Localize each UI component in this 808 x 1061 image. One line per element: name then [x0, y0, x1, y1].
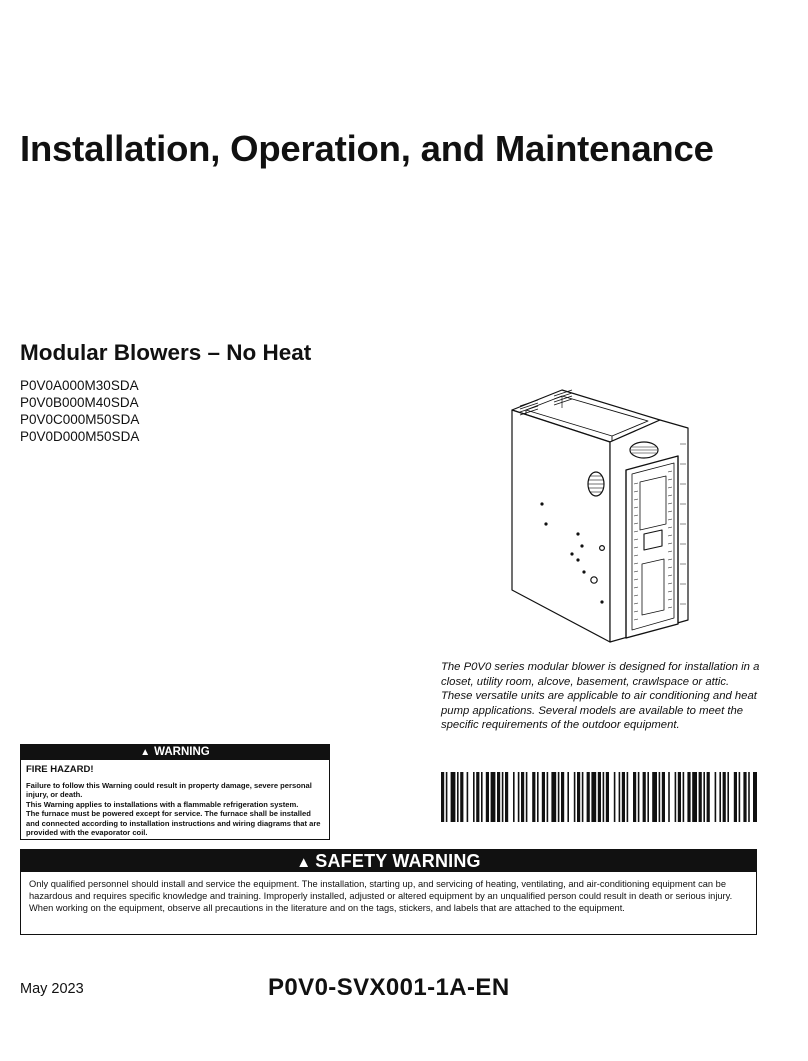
warning-paragraph: This Warning applies to installations with a flammable refrigeration system.	[26, 799, 299, 809]
warning-body	[21, 760, 329, 837]
modular-blower-unit-drawing-icon	[508, 384, 700, 646]
product-description: The P0V0 series modular blower is designed for installation in a closet, utility room, alcove, basement, crawlspace or attic. These versatile units are applicable to air conditioning and heat pump applications. Several models are available to meet the specific requirements of the outdoor equipment.	[441, 661, 760, 732]
warning-header	[21, 745, 329, 760]
model-number: P0V0C000M50SDA	[20, 412, 140, 427]
model-number: P0V0D000M50SDA	[20, 429, 140, 444]
barcode-icon	[441, 772, 757, 822]
hazard-title: FIRE HAZARD!	[26, 764, 94, 775]
safety-header	[21, 850, 756, 872]
model-number: P0V0B000M40SDA	[20, 395, 139, 410]
document-number: P0V0-SVX001-1A-EN	[268, 974, 510, 1001]
fire-hazard-warning-box	[20, 744, 330, 840]
warning-triangle-icon: ▲	[296, 854, 312, 871]
model-number-list	[20, 377, 139, 445]
warning-header-label: WARNING	[154, 746, 210, 758]
safety-warning-box	[20, 849, 757, 935]
document-title: Installation, Operation, and Maintenance	[20, 128, 714, 169]
product-subtitle: Modular Blowers – No Heat	[20, 340, 312, 365]
warning-paragraph: The furnace must be powered except for service. The furnace shall be installed and connected according to installation instructions and wiring diagrams that are provided with the evaporator coil.	[26, 809, 321, 838]
warning-triangle-icon: ▲	[140, 747, 151, 758]
safety-header-label: SAFETY WARNING	[315, 851, 481, 871]
warning-paragraph: Failure to follow this Warning could result in property damage, severe personal injury, or death.	[26, 781, 312, 800]
model-number: P0V0A000M30SDA	[20, 378, 139, 393]
publication-date: May 2023	[20, 981, 84, 997]
safety-warning-text: Only qualified personnel should install and service the equipment. The installation, starting up, and servicing of heating, ventilating, and air-conditioning equipment can be hazardous and requires specific knowledge and training. Improperly installed, adjusted or altered equipment by an unqualified person could result in death or serious injury. When working on the equipment, observe all precautions in the literature and on the tags, stickers, and labels that are attached to the equipment.	[29, 879, 733, 913]
